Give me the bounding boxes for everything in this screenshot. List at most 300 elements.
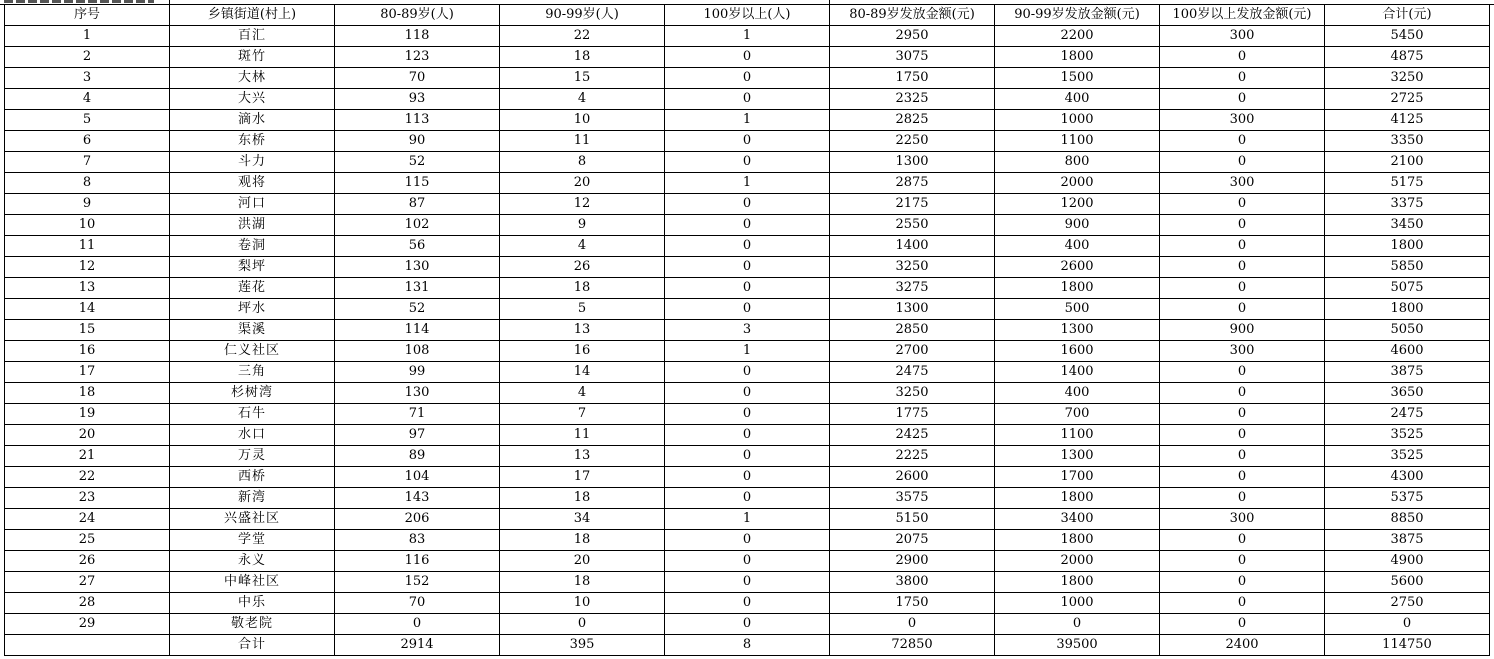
- table-cell: 0: [1160, 593, 1325, 614]
- table-cell: 坪水: [170, 299, 335, 320]
- table-cell: 3575: [830, 488, 995, 509]
- table-cell: 1775: [830, 404, 995, 425]
- table-row: [5, 110, 1490, 131]
- table-cell: 56: [335, 236, 500, 257]
- table-row: [5, 257, 1490, 278]
- table-cell: 3800: [830, 572, 995, 593]
- table-cell: 9: [500, 215, 665, 236]
- table-cell: 0: [665, 236, 830, 257]
- cropped-title-fragment: [4, 0, 154, 3]
- table-cell: 0: [665, 299, 830, 320]
- table-row: [5, 89, 1490, 110]
- table-cell: 0: [665, 614, 830, 635]
- table-cell: 0: [1160, 488, 1325, 509]
- table-cell: 2600: [830, 467, 995, 488]
- table-row: [5, 173, 1490, 194]
- table-cell: 0: [665, 89, 830, 110]
- table-cell: 71: [335, 404, 500, 425]
- column-header: 80-89岁发放金额(元): [830, 5, 995, 26]
- table-cell: 206: [335, 509, 500, 530]
- table-cell: 2750: [1325, 593, 1490, 614]
- table-cell: 97: [335, 425, 500, 446]
- table-cell: 17: [500, 467, 665, 488]
- table-row: [5, 488, 1490, 509]
- table-cell: 1800: [995, 278, 1160, 299]
- table-cell: 0: [1160, 215, 1325, 236]
- table-cell: 21: [5, 446, 170, 467]
- table-cell: 斗力: [170, 152, 335, 173]
- table-cell: 6: [5, 131, 170, 152]
- table-cell: 1800: [995, 47, 1160, 68]
- table-cell: 70: [335, 593, 500, 614]
- table-cell: 0: [1160, 467, 1325, 488]
- table-cell: 滴水: [170, 110, 335, 131]
- table-cell: 104: [335, 467, 500, 488]
- table-cell: 10: [500, 110, 665, 131]
- column-header: 乡镇街道(村上): [170, 5, 335, 26]
- table-cell: 2: [5, 47, 170, 68]
- total-cell: [5, 635, 170, 656]
- table-cell: 5: [500, 299, 665, 320]
- table-cell: 0: [665, 47, 830, 68]
- table-row: [5, 551, 1490, 572]
- table-cell: 18: [500, 47, 665, 68]
- table-row: [5, 530, 1490, 551]
- table-cell: 83: [335, 530, 500, 551]
- table-cell: 131: [335, 278, 500, 299]
- table-cell: 14: [500, 362, 665, 383]
- table-cell: 杉树湾: [170, 383, 335, 404]
- table-row: [5, 572, 1490, 593]
- table-cell: 4600: [1325, 341, 1490, 362]
- table-cell: 300: [1160, 110, 1325, 131]
- table-cell: 12: [5, 257, 170, 278]
- table-cell: 300: [1160, 341, 1325, 362]
- table-cell: 0: [665, 383, 830, 404]
- table-cell: 3: [5, 68, 170, 89]
- table-row: [5, 152, 1490, 173]
- table-cell: 1: [665, 341, 830, 362]
- table-cell: 15: [5, 320, 170, 341]
- table-cell: 万灵: [170, 446, 335, 467]
- table-cell: 仁义社区: [170, 341, 335, 362]
- table-cell: 1400: [830, 236, 995, 257]
- table-cell: 0: [1160, 278, 1325, 299]
- table-cell: 900: [1160, 320, 1325, 341]
- table-cell: 1100: [995, 425, 1160, 446]
- table-cell: 0: [1160, 551, 1325, 572]
- table-cell: 5850: [1325, 257, 1490, 278]
- table-cell: 3350: [1325, 131, 1490, 152]
- total-cell: 2400: [1160, 635, 1325, 656]
- table-cell: 18: [500, 488, 665, 509]
- table-cell: 1400: [995, 362, 1160, 383]
- table-row: [5, 425, 1490, 446]
- table-cell: 渠溪: [170, 320, 335, 341]
- total-cell: 39500: [995, 635, 1160, 656]
- table-row: [5, 509, 1490, 530]
- table-cell: 1800: [995, 488, 1160, 509]
- table-cell: 莲花: [170, 278, 335, 299]
- table-cell: 0: [1160, 131, 1325, 152]
- table-cell: 3525: [1325, 425, 1490, 446]
- table-cell: 0: [1160, 383, 1325, 404]
- table-cell: 2325: [830, 89, 995, 110]
- table-cell: 2725: [1325, 89, 1490, 110]
- table-cell: 400: [995, 236, 1160, 257]
- table-cell: 24: [5, 509, 170, 530]
- table-cell: 11: [500, 131, 665, 152]
- table-cell: 70: [335, 68, 500, 89]
- table-cell: 23: [5, 488, 170, 509]
- table-cell: 3275: [830, 278, 995, 299]
- table-cell: 大林: [170, 68, 335, 89]
- table-cell: 4300: [1325, 467, 1490, 488]
- table-cell: 18: [500, 572, 665, 593]
- table-cell: 130: [335, 257, 500, 278]
- table-cell: 0: [665, 194, 830, 215]
- table-cell: 15: [500, 68, 665, 89]
- table-cell: 大兴: [170, 89, 335, 110]
- table-row: [5, 320, 1490, 341]
- table-cell: 1300: [830, 299, 995, 320]
- table-cell: 18: [500, 530, 665, 551]
- table-row: [5, 362, 1490, 383]
- table-row: [5, 131, 1490, 152]
- table-cell: 52: [335, 152, 500, 173]
- table-cell: 1600: [995, 341, 1160, 362]
- table-row: [5, 278, 1490, 299]
- table-row: [5, 593, 1490, 614]
- column-header: 90-99岁(人): [500, 5, 665, 26]
- total-cell: 72850: [830, 635, 995, 656]
- table-cell: 3875: [1325, 530, 1490, 551]
- table-cell: 3250: [830, 257, 995, 278]
- table-cell: 0: [1160, 614, 1325, 635]
- table-cell: 4: [5, 89, 170, 110]
- table-cell: 2875: [830, 173, 995, 194]
- table-cell: 22: [5, 467, 170, 488]
- table-cell: 4875: [1325, 47, 1490, 68]
- table-cell: 0: [665, 446, 830, 467]
- table-cell: 152: [335, 572, 500, 593]
- table-cell: 1750: [830, 593, 995, 614]
- table-cell: 18: [500, 278, 665, 299]
- table-cell: 2000: [995, 173, 1160, 194]
- table-cell: 1800: [995, 530, 1160, 551]
- table-cell: 26: [500, 257, 665, 278]
- table-cell: 16: [5, 341, 170, 362]
- table-cell: 2425: [830, 425, 995, 446]
- table-cell: 28: [5, 593, 170, 614]
- table-cell: 2200: [995, 26, 1160, 47]
- table-cell: 8850: [1325, 509, 1490, 530]
- table-cell: 115: [335, 173, 500, 194]
- table-cell: 中峰社区: [170, 572, 335, 593]
- table-cell: 18: [5, 383, 170, 404]
- table-cell: 29: [5, 614, 170, 635]
- table-row: [5, 47, 1490, 68]
- table-cell: 0: [1160, 152, 1325, 173]
- table-cell: 0: [1160, 572, 1325, 593]
- table-cell: 1: [665, 110, 830, 131]
- table-cell: 1750: [830, 68, 995, 89]
- table-cell: 2900: [830, 551, 995, 572]
- table-cell: 学堂: [170, 530, 335, 551]
- table-cell: 新湾: [170, 488, 335, 509]
- table-cell: 0: [1160, 446, 1325, 467]
- table-cell: 3525: [1325, 446, 1490, 467]
- table-cell: 130: [335, 383, 500, 404]
- table-cell: 1300: [830, 152, 995, 173]
- table-row: [5, 194, 1490, 215]
- table-cell: 3250: [830, 383, 995, 404]
- table-row: [5, 404, 1490, 425]
- table-cell: 2100: [1325, 152, 1490, 173]
- table-cell: 西桥: [170, 467, 335, 488]
- table-cell: 1500: [995, 68, 1160, 89]
- table-cell: 400: [995, 383, 1160, 404]
- table-cell: 三角: [170, 362, 335, 383]
- table-cell: 0: [1160, 425, 1325, 446]
- column-header: 100岁以上发放金额(元): [1160, 5, 1325, 26]
- table-cell: 0: [1160, 299, 1325, 320]
- table-cell: 0: [1160, 89, 1325, 110]
- table-cell: 0: [1160, 362, 1325, 383]
- column-header: 90-99岁发放金额(元): [995, 5, 1160, 26]
- table-cell: 3650: [1325, 383, 1490, 404]
- table-cell: 0: [1160, 68, 1325, 89]
- column-header: 100岁以上(人): [665, 5, 830, 26]
- table-cell: 4: [500, 89, 665, 110]
- table-cell: 中乐: [170, 593, 335, 614]
- total-row: [5, 635, 1490, 656]
- table-cell: 20: [5, 425, 170, 446]
- table-cell: 8: [500, 152, 665, 173]
- table-cell: 0: [1160, 47, 1325, 68]
- table-cell: 2550: [830, 215, 995, 236]
- table-cell: 1100: [995, 131, 1160, 152]
- table-cell: 1000: [995, 110, 1160, 131]
- table-cell: 20: [500, 173, 665, 194]
- table-cell: 1700: [995, 467, 1160, 488]
- table-cell: 1: [665, 509, 830, 530]
- table-cell: 89: [335, 446, 500, 467]
- table-cell: 1: [665, 26, 830, 47]
- table-cell: 5150: [830, 509, 995, 530]
- table-cell: 百汇: [170, 26, 335, 47]
- table-cell: 400: [995, 89, 1160, 110]
- table-cell: 2825: [830, 110, 995, 131]
- table-cell: 2000: [995, 551, 1160, 572]
- table-cell: 114: [335, 320, 500, 341]
- column-header: 序号: [5, 5, 170, 26]
- table-cell: 8: [5, 173, 170, 194]
- table-row: [5, 68, 1490, 89]
- table-cell: 10: [500, 593, 665, 614]
- table-cell: 900: [995, 215, 1160, 236]
- table-cell: 1300: [995, 320, 1160, 341]
- table-cell: 108: [335, 341, 500, 362]
- table-cell: 5375: [1325, 488, 1490, 509]
- table-cell: 34: [500, 509, 665, 530]
- subsidy-table: [4, 4, 1490, 656]
- table-cell: 东桥: [170, 131, 335, 152]
- table-cell: 梨坪: [170, 257, 335, 278]
- table-cell: 2950: [830, 26, 995, 47]
- table-cell: 2700: [830, 341, 995, 362]
- table-cell: 2225: [830, 446, 995, 467]
- table-cell: 河口: [170, 194, 335, 215]
- table-cell: 0: [1160, 194, 1325, 215]
- table-cell: 13: [500, 446, 665, 467]
- table-cell: 0: [665, 257, 830, 278]
- table-cell: 0: [995, 614, 1160, 635]
- table-cell: 2475: [830, 362, 995, 383]
- table-cell: 16: [500, 341, 665, 362]
- table-cell: 0: [665, 467, 830, 488]
- table-cell: 26: [5, 551, 170, 572]
- table-cell: 0: [665, 593, 830, 614]
- table-cell: 观将: [170, 173, 335, 194]
- table-cell: 0: [1160, 257, 1325, 278]
- table-cell: 石牛: [170, 404, 335, 425]
- table-row: [5, 236, 1490, 257]
- table-cell: 9: [5, 194, 170, 215]
- table-cell: 3375: [1325, 194, 1490, 215]
- table-cell: 1800: [1325, 236, 1490, 257]
- total-cell: 114750: [1325, 635, 1490, 656]
- table-row: [5, 614, 1490, 635]
- table-cell: 0: [665, 131, 830, 152]
- table-cell: 0: [1325, 614, 1490, 635]
- table-cell: 洪湖: [170, 215, 335, 236]
- table-cell: 25: [5, 530, 170, 551]
- column-header: 合计(元): [1325, 5, 1490, 26]
- table-cell: 11: [500, 425, 665, 446]
- table-cell: 116: [335, 551, 500, 572]
- table-cell: 1800: [1325, 299, 1490, 320]
- table-cell: 5: [5, 110, 170, 131]
- table-row: [5, 26, 1490, 47]
- table-cell: 87: [335, 194, 500, 215]
- table-cell: 10: [5, 215, 170, 236]
- table-cell: 0: [665, 425, 830, 446]
- table-cell: 1200: [995, 194, 1160, 215]
- table-cell: 0: [500, 614, 665, 635]
- table-cell: 2475: [1325, 404, 1490, 425]
- header-row: [5, 5, 1490, 26]
- table-cell: 93: [335, 89, 500, 110]
- table-cell: 118: [335, 26, 500, 47]
- table-row: [5, 215, 1490, 236]
- table-cell: 4: [500, 383, 665, 404]
- column-header: 80-89岁(人): [335, 5, 500, 26]
- table-cell: 水口: [170, 425, 335, 446]
- table-cell: 0: [1160, 404, 1325, 425]
- table-cell: 卷洞: [170, 236, 335, 257]
- table-cell: 3450: [1325, 215, 1490, 236]
- total-cell: 合计: [170, 635, 335, 656]
- table-cell: 3250: [1325, 68, 1490, 89]
- table-cell: 13: [5, 278, 170, 299]
- table-cell: 90: [335, 131, 500, 152]
- table-cell: 113: [335, 110, 500, 131]
- table-cell: 13: [500, 320, 665, 341]
- table-row: [5, 299, 1490, 320]
- table-cell: 0: [830, 614, 995, 635]
- table-cell: 7: [500, 404, 665, 425]
- table-cell: 5450: [1325, 26, 1490, 47]
- table-cell: 0: [665, 278, 830, 299]
- table-cell: 0: [665, 572, 830, 593]
- table-cell: 0: [665, 530, 830, 551]
- table-cell: 3875: [1325, 362, 1490, 383]
- table-row: [5, 467, 1490, 488]
- table-cell: 2175: [830, 194, 995, 215]
- table-row: [5, 341, 1490, 362]
- table-cell: 3075: [830, 47, 995, 68]
- table-cell: 5050: [1325, 320, 1490, 341]
- table-cell: 0: [665, 68, 830, 89]
- table-cell: 11: [5, 236, 170, 257]
- table-cell: 102: [335, 215, 500, 236]
- table-cell: 5175: [1325, 173, 1490, 194]
- table-cell: 300: [1160, 509, 1325, 530]
- table-cell: 7: [5, 152, 170, 173]
- table-cell: 17: [5, 362, 170, 383]
- total-cell: 395: [500, 635, 665, 656]
- table-cell: 19: [5, 404, 170, 425]
- table-cell: 4125: [1325, 110, 1490, 131]
- table-cell: 0: [335, 614, 500, 635]
- table-cell: 52: [335, 299, 500, 320]
- table-cell: 1300: [995, 446, 1160, 467]
- table-cell: 5075: [1325, 278, 1490, 299]
- table-cell: 20: [500, 551, 665, 572]
- table-cell: 0: [1160, 236, 1325, 257]
- table-cell: 0: [665, 152, 830, 173]
- table-cell: 27: [5, 572, 170, 593]
- table-cell: 14: [5, 299, 170, 320]
- table-cell: 1: [5, 26, 170, 47]
- table-cell: 12: [500, 194, 665, 215]
- table-cell: 永义: [170, 551, 335, 572]
- table-cell: 0: [665, 362, 830, 383]
- table-cell: 0: [665, 404, 830, 425]
- table-cell: 0: [665, 551, 830, 572]
- table-cell: 500: [995, 299, 1160, 320]
- table-row: [5, 446, 1490, 467]
- table-cell: 2600: [995, 257, 1160, 278]
- table-cell: 800: [995, 152, 1160, 173]
- table-cell: 22: [500, 26, 665, 47]
- table-cell: 123: [335, 47, 500, 68]
- table-cell: 2075: [830, 530, 995, 551]
- table-cell: 1000: [995, 593, 1160, 614]
- total-cell: 2914: [335, 635, 500, 656]
- table-cell: 300: [1160, 26, 1325, 47]
- table-cell: 2250: [830, 131, 995, 152]
- table-cell: 3400: [995, 509, 1160, 530]
- table-cell: 4: [500, 236, 665, 257]
- table-cell: 99: [335, 362, 500, 383]
- table-cell: 敬老院: [170, 614, 335, 635]
- table-cell: 2850: [830, 320, 995, 341]
- table-cell: 0: [665, 215, 830, 236]
- table-cell: 兴盛社区: [170, 509, 335, 530]
- table-cell: 1800: [995, 572, 1160, 593]
